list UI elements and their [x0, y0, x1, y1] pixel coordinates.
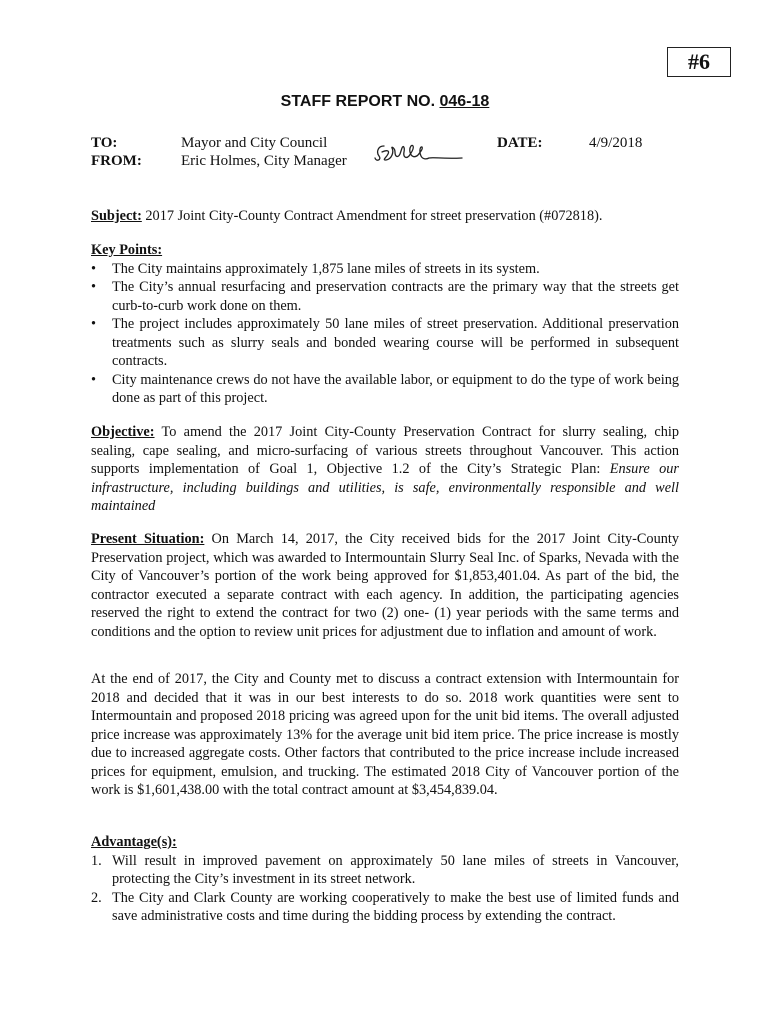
objective-label: Objective:: [91, 424, 155, 440]
present-situation-paragraph: [91, 530, 679, 641]
date-label: DATE:: [497, 135, 543, 151]
objective-paragraph: [91, 423, 679, 516]
subject-label: Subject:: [91, 208, 142, 224]
subject-line: [91, 207, 679, 226]
advantage-number: 2.: [91, 889, 102, 906]
key-point-item: • The City’s annual resurfacing and preservation contracts are the primary way that the streets get curb-to-curb work done on them.: [91, 278, 679, 315]
key-point-item: • The project includes approximately 50 lane miles of street preservation. Additional preservation treatments such as slurry seals and bonded wearing course will be performed in subsequent contracts.: [91, 315, 679, 371]
to-value: Mayor and City Council: [181, 135, 328, 151]
key-point-item: • City maintenance crews do not have the available labor, or equipment to do the type of work being done as part of this project.: [91, 371, 679, 408]
date-value: 4/9/2018: [589, 135, 643, 151]
report-title-prefix: STAFF REPORT NO.: [280, 93, 440, 110]
agenda-item-number: #6: [667, 47, 731, 77]
report-title: [0, 93, 770, 111]
advantage-item: [91, 852, 679, 889]
present-situation-label: Present Situation:: [91, 531, 205, 547]
signature-image: [372, 138, 464, 172]
contract-extension-paragraph: At the end of 2017, the City and County met to discuss a contract extension with Intermountain for 2018 and decided that it was in our best interests to do so. 2018 work quantities were sent to Intermountain and proposed 2018 pricing was agreed upon for the unit bid items. The overall adjusted price increase was approximately 13% for the average unit bid item price. The price increase is mostly due to increased aggregate costs. Other factors that contributed to the price increase include increased prices for equipment, emulsion, and trucking. The estimated 2018 City of Vancouver portion of the work is $1,601,438.00 with the total contract amount at $3,454,839.04.: [91, 671, 679, 798]
advantages-list: [91, 852, 679, 926]
from-label: FROM:: [91, 153, 142, 169]
advantage-text: The City and Clark County are working cooperatively to make the best use of limited funds and save administrative costs and time during the bidding process by extending the contract.: [112, 889, 679, 924]
key-point-item: • The City maintains approximately 1,875 lane miles of streets in its system.: [91, 260, 679, 279]
present-situation-text: On March 14, 2017, the City received bids for the 2017 Joint City-County Preservation project, which was awarded to Intermountain Slurry Seal Inc. of Sparks, Nevada with the City of Vancouver’s portion of the work being approved for $1,853,401.04. As part of the bid, the contractor executed a separate contract with each agency. In addition, the participating agencies reserved the right to extend the contract for two (2) one- (1) year periods with the same terms and conditions and the option to review unit prices for adjustment due to inflation and amount of work.: [91, 531, 679, 640]
subject-text: 2017 Joint City-County Contract Amendment for street preservation (#072818).: [141, 208, 603, 224]
key-points-label: Key Points:: [91, 242, 163, 258]
report-number: 046-18: [439, 93, 490, 110]
advantage-text: Will result in improved pavement on approximately 50 lane miles of streets in Vancouver, protecting the City’s investment in its street network.: [112, 852, 679, 887]
to-label: TO:: [91, 135, 118, 151]
key-points-list: [91, 260, 679, 408]
key-points-section: [91, 241, 679, 408]
advantages-label: Advantage(s):: [91, 834, 177, 850]
advantages-section: [91, 833, 679, 926]
objective-text: To amend the 2017 Joint City-County Preservation Contract for slurry sealing, chip sealing, cape sealing, and micro-surfacing of various streets throughout Vancouver. This action supports implementation of Goal 1, Objective 1.2 of the City’s Strategic Plan:: [91, 424, 679, 477]
advantage-item: [91, 889, 679, 926]
from-value: Eric Holmes, City Manager: [181, 153, 347, 169]
advantage-number: 1.: [91, 852, 102, 869]
strategic-plan-goal: Ensure our infrastructure, including buildings and utilities, is safe, environmentally responsible and well maintained: [91, 461, 679, 514]
